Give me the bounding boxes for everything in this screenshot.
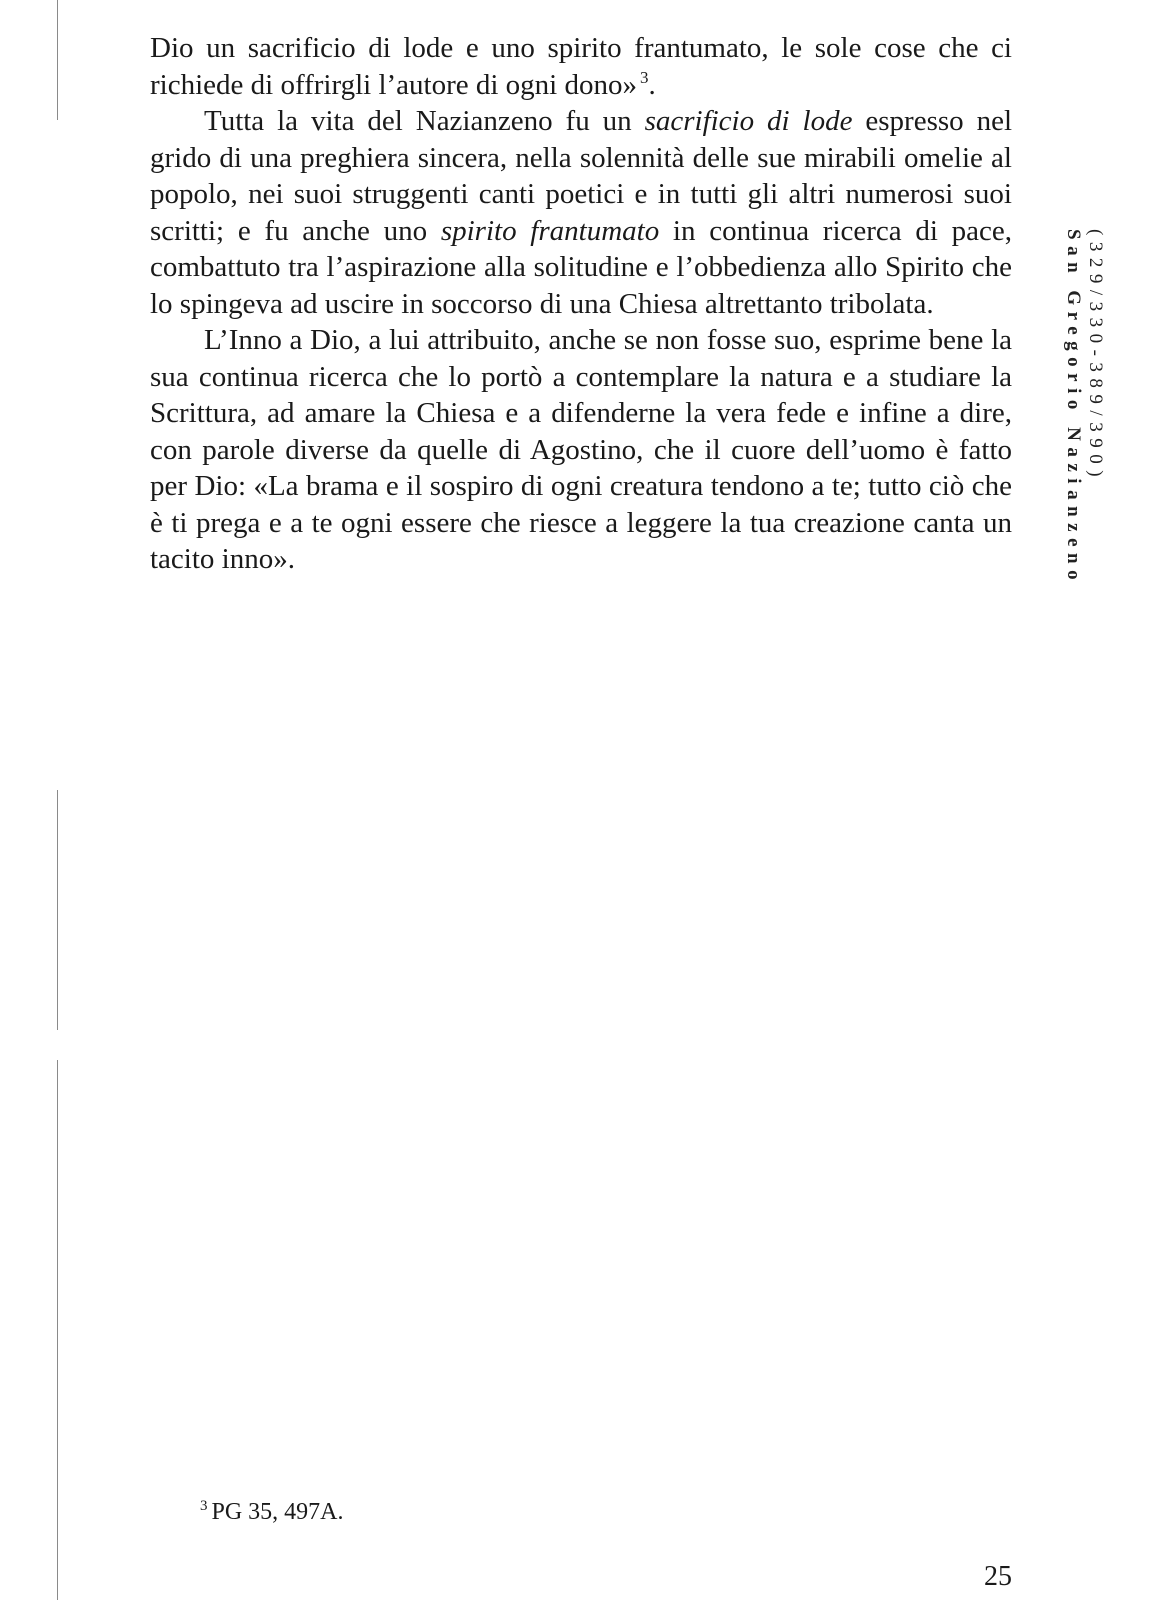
paragraph bbox=[150, 322, 1012, 578]
page-number: 25 bbox=[984, 1561, 1012, 1592]
running-head-dates: (329/330-389/390) bbox=[1085, 229, 1106, 484]
paragraph bbox=[150, 30, 1012, 103]
text-run: L’Inno a Dio, a lui attribuito, anche se non fosse suo, esprime bene la sua continua ricerca che lo portò a contemplare la natura e a studiare la Scrittura, ad amare la Chiesa e a difenderne la vera fede e infine a dire, con parole diverse da quelle di Agostino, che il cuore dell’uomo è fatto per Dio: «La brama e il sospiro di ogni creatura tendono a te; tutto ciò che è ti prega e a te ogni essere che riesce a leggere la tua creazione canta un tacito inno». bbox=[150, 324, 1012, 575]
text-run: . bbox=[648, 68, 656, 101]
running-head-name: San Gregorio Nazianzeno bbox=[1063, 229, 1084, 587]
binding-edge-line bbox=[57, 790, 58, 1030]
text-run: in continua ricerca di pace, combattuto tra l’aspirazione alla solitudine e l’obbedienza allo Spirito che lo spingeva ad uscire in soccorso di una Chiesa altrettanto tribolata. bbox=[150, 214, 1012, 320]
text-run: espresso nel grido di una preghiera sincera, nella solennità delle sue mirabili omelie al popolo, nei suoi struggenti canti poetici e in tutti gli altri numerosi suoi scritti; e fu anche uno bbox=[150, 105, 1013, 247]
body-text bbox=[150, 30, 1012, 578]
italic-phrase: sacrificio di lode bbox=[644, 105, 853, 137]
paragraph bbox=[150, 103, 1012, 322]
running-head-text bbox=[1062, 229, 1106, 586]
footnote-reference: 3 bbox=[639, 67, 649, 87]
running-head bbox=[1063, 38, 1106, 778]
binding-edge-line bbox=[57, 1060, 58, 1600]
binding-edge-line bbox=[57, 0, 58, 120]
footnote bbox=[200, 1497, 344, 1527]
footnote-text: PG 35, 497A. bbox=[211, 1499, 344, 1525]
italic-phrase: spirito frantumato bbox=[440, 214, 660, 247]
text-run: Tutta la vita del Nazianzeno fu un bbox=[204, 105, 645, 137]
footnote-marker: 3 bbox=[200, 1498, 208, 1514]
text-run: Dio un sacrificio di lode e uno spirito frantumato, le sole cose che ci richiede di offrirgli l’autore di ogni dono» bbox=[150, 32, 1012, 101]
